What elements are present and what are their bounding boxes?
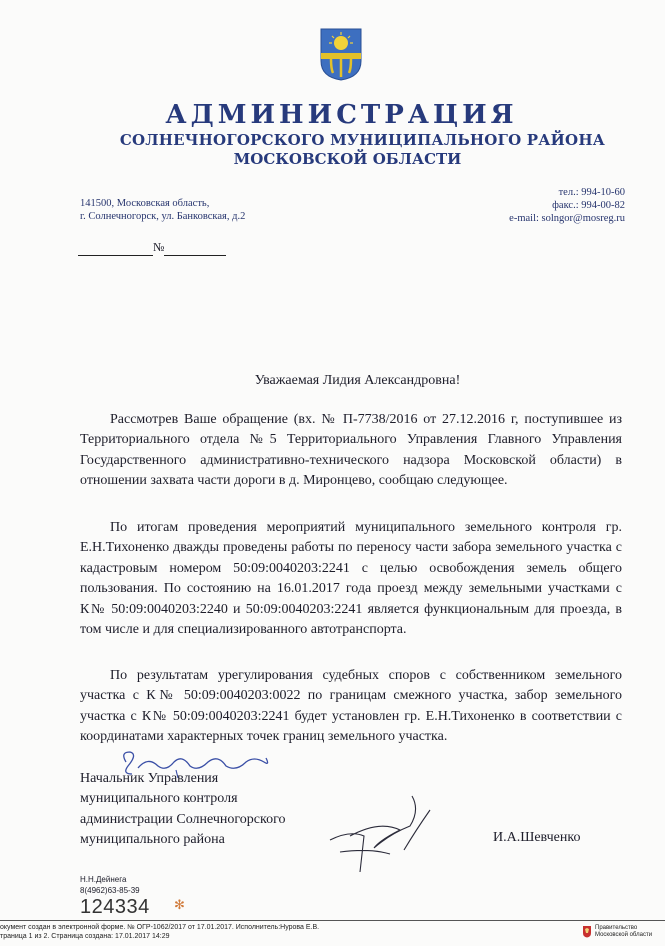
- address-line: г. Солнечногорск, ул. Банковская, д.2: [80, 211, 246, 222]
- number-sign: №: [153, 240, 165, 254]
- handwritten-signature: [320, 790, 440, 880]
- phone-number: тел.: 994-10-60: [558, 187, 625, 198]
- body-paragraph: По итогам проведения мероприятий муниципального земельного контроля гр. Е.Н.Тихоненко дважды проведены работы по переносу части забора земельного участка с кадастровым номером 50:09:0040203:2241 с целью освобождения земель общего пользования. По состоянию на 16.01.2017 года проезд между земельными участками с К№ 50:09:0040203:2240 и 50:09:0040203:2241 является функциональным для проезда, в том числе и для специализированного автотранспорта.: [80, 520, 622, 638]
- coat-of-arms-icon: [319, 27, 363, 81]
- registration-number-blank: [164, 240, 226, 256]
- executor-block: [80, 874, 140, 896]
- address-block: [80, 197, 245, 223]
- contacts-block: [509, 186, 625, 225]
- salutation: Уважаемая Лидия Александровна!: [254, 373, 461, 388]
- footer-line: траница 1 из 2. Страница создана: 17.01.2017 14:29: [0, 933, 170, 940]
- government-emblem-icon: [582, 925, 592, 938]
- body-paragraph: По результатам урегулирования судебных споров с собственником земельного участка с К№ 50:09:0040203:0022 по границам смежного участка, забор земельного участка с К№ 50:09:0040203:2241 будет установлен гр. Е.Н.Тихоненко в соответствии с координатами характерных точек границ земельного участка.: [80, 668, 622, 745]
- executor-phone: 8(4962)63-85-39: [80, 886, 140, 895]
- signatory-title-line: муниципального контроля: [80, 791, 238, 807]
- government-logo-line: Московской области: [595, 932, 653, 938]
- footer-divider: [0, 920, 665, 921]
- registration-date-blank: [78, 240, 153, 256]
- footer-line: окумент создан в электронной форме. № ОГР-1062/2017 от 17.01.2017. Исполнитель:Нурова Е.В.: [0, 924, 320, 931]
- fax-number: факс.: 994-00-82: [552, 200, 625, 211]
- executor-name: Н.Н.Дейнега: [80, 875, 127, 884]
- header-subtitle-region: МОСКОВСКОЙ ОБЛАСТИ: [233, 150, 462, 168]
- registration-line: [78, 240, 226, 256]
- signatory-title-line: муниципального района: [80, 832, 225, 848]
- signatory-title: [80, 769, 286, 851]
- header-subtitle-district: СОЛНЕЧНОГОРСКОГО МУНИЦИПАЛЬНОГО РАЙОНА: [119, 131, 606, 149]
- signatory-title-line: Начальник Управления: [80, 771, 219, 786]
- government-logo-text: [595, 925, 652, 939]
- email-address: e-mail: solngor@mosreg.ru: [509, 213, 625, 224]
- address-line: 141500, Московская область,: [80, 198, 210, 209]
- body-paragraph: Рассмотрев Ваше обращение (вх. № П-7738/2016 от 27.12.2016 г, поступившее из Территориального отдела №5 Территориального Управления Главного Управления Государственного административно-технического надзора Московской области) в отношении захвата части дороги в д. Миронцево, сообщаю следующее.: [80, 412, 622, 489]
- signatory-name: И.А.Шевченко: [493, 830, 581, 845]
- stamp-number: 124334: [80, 896, 150, 918]
- government-logo-line: Правительство: [595, 925, 638, 931]
- footer-info: [0, 923, 319, 941]
- header-title: АДМИНИСТРАЦИЯ: [165, 100, 518, 130]
- asterisk-icon: ✻: [174, 897, 185, 912]
- signatory-title-line: администрации Солнечногорского: [80, 811, 286, 827]
